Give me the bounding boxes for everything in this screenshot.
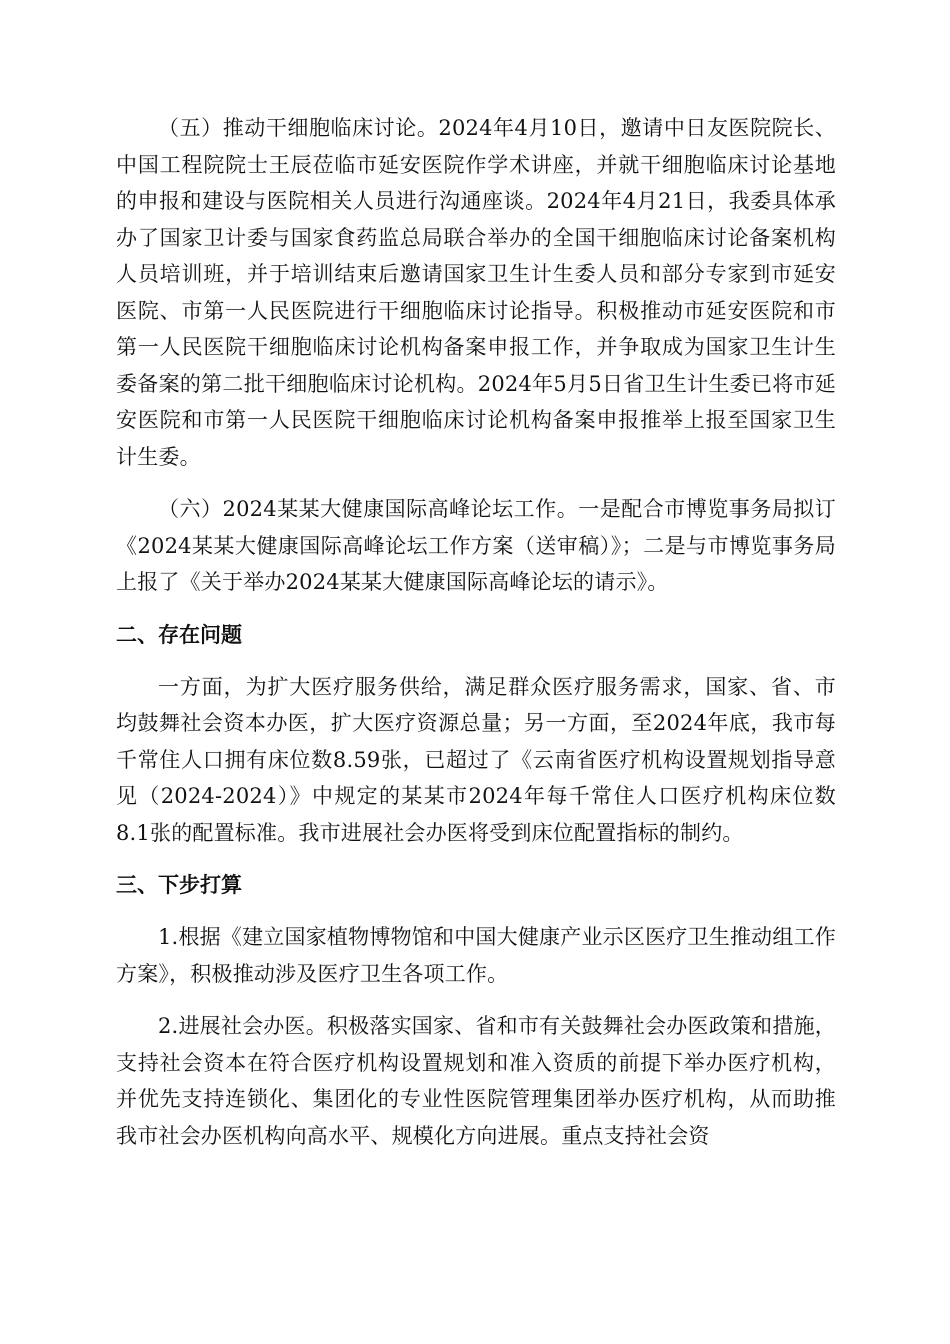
paragraph-problems: 一方面，为扩大医疗服务供给，满足群众医疗服务需求，国家、省、市均鼓舞社会资本办医，扩大医疗资源总量；另一方面，至2024年底，我市每千常住人口拥有床位数8.59张，已超过了《云南省医疗机构设置规划指导意见（2024-2024）》中规定的某某市2024年每千常住人口医疗机构床位数8.1张的配置标准。我市进展社会办医将受到床位配置指标的制约。 [116,674,836,845]
paragraph-health-forum: （六）2024某某大健康国际高峰论坛工作。一是配合市博览事务局拟订《2024某某大健康国际高峰论坛工作方案（送审稿）》；二是与市博览事务局上报了《关于举办2024某某大健康国际高峰论坛的请示》。 [116,497,836,594]
paragraph-plan-item-1: 1.根据《建立国家植物博物馆和中国大健康产业示区医疗卫生推动组工作方案》，积极推动涉及医疗卫生各项工作。 [116,925,836,986]
document-page [116,110,836,1170]
section-heading-next-steps: 三、下步打算 [116,873,242,897]
paragraph-stem-cell-research: （五）推动干细胞临床讨论。2024年4月10日，邀请中日友医院院长、中国工程院院士王辰莅临市延安医院作学术讲座，并就干细胞临床讨论基地的申报和建设与医院相关人员进行沟通座谈。2024年4月21日，我委具体承办了国家卫计委与国家食药监总局联合举办的全国干细胞临床讨论备案机构人员培训班，并于培训结束后邀请国家卫生计生委人员和部分专家到市延安医院、市第一人民医院进行干细胞临床讨论指导。积极推动市延安医院和市第一人民医院干细胞临床讨论机构备案申报工作，并争取成为国家卫生计生委备案的第二批干细胞临床讨论机构。2024年5月5日省卫生计生委已将市延安医院和市第一人民医院干细胞临床讨论机构备案申报推举上报至国家卫生计生委。 [116,116,836,469]
section-heading-problems: 二、存在问题 [116,622,242,647]
paragraph-plan-item-2: 2.进展社会办医。积极落实国家、省和市有关鼓舞社会办医政策和措施，支持社会资本在符合医疗机构设置规划和准入资质的前提下举办医疗机构，并优先支持连锁化、集团化的专业性医院管理集团举办医疗机构，从而助推我市社会办医机构向高水平、规模化方向进展。重点支持社会资 [116,1014,836,1148]
